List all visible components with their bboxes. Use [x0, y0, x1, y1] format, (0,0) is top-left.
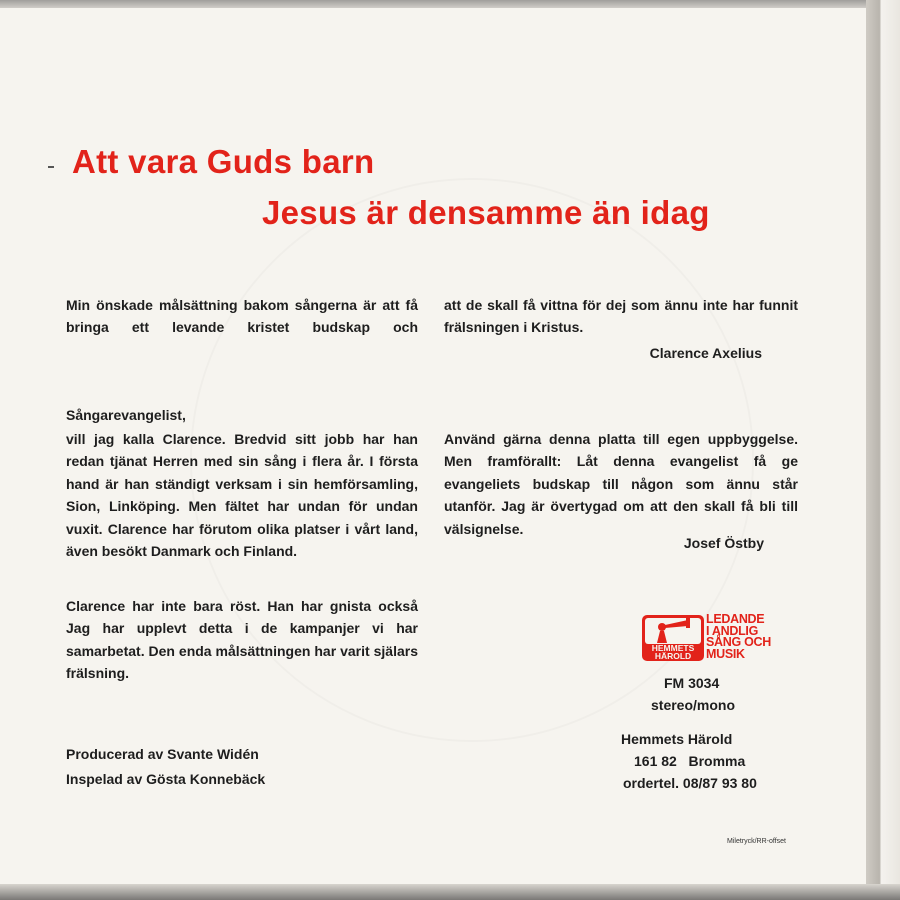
- logo-slogan-line: SÅNG OCH: [706, 635, 771, 649]
- audio-format: stereo/mono: [651, 697, 736, 713]
- publisher-address: 161 82 Bromma: [634, 753, 746, 769]
- publisher-name: Hemmets Härold: [621, 731, 733, 747]
- title-line-2: Jesus är densamme än idag: [262, 194, 710, 231]
- logo-slogan-line: I ANDLIG: [706, 623, 758, 638]
- bio-heading: Sångarevangelist,: [66, 407, 186, 423]
- producer-credit: Producerad av Svante Widén: [66, 746, 259, 762]
- herald-trumpet-icon: [640, 613, 706, 663]
- sleeve-right-edge: [866, 0, 900, 900]
- title-line-1: Att vara Guds barn: [72, 143, 375, 180]
- signature-josef: Josef Östby: [683, 535, 764, 551]
- logo-slogan: [706, 614, 771, 660]
- intro-paragraph: Min önskade målsättning bakom sångerna är att få bringa ett levande kristet budskap och: [66, 297, 418, 336]
- sleeve-bottom-edge: [0, 884, 900, 900]
- recommendation-paragraph: Använd gärna denna platta till egen uppbyggelse. Men framförallt: Låt denna evangelist få ge evangeliets budskap till någon som ännu står utanför. Jag är övertygad om att den skall få bli till välsignelse.: [444, 431, 798, 537]
- bio-paragraph: vill jag kalla Clarence. Bredvid sitt jobb har han redan tjänat Herren med sin sång i flera år. I första hand är han ständigt verksam i sin hemförsamling, Sion, Linköping. Men fältet har undan för undan vuxit. Clarence har förutom olika platser i vårt land, även besökt Danmark och Finland.: [66, 431, 418, 560]
- bio-paragraph-2: Clarence har inte bara röst. Han har gnista också Jag har upplevt detta i de kampanjer vi har samarbetat. Den enda målsättningen har varit själars frälsning.: [66, 598, 418, 682]
- logo-slogan-line: LEDANDE: [706, 612, 765, 626]
- printer-credit: Miletryck/RR-offset: [727, 838, 786, 845]
- catalog-number: FM 3034: [664, 675, 720, 691]
- logo-badge-line1: HEMMETS: [651, 643, 695, 653]
- credits: [66, 742, 265, 792]
- recording-credit: Inspelad av Gösta Konnebäck: [66, 771, 266, 787]
- logo-badge-line2: HÄROLD: [654, 651, 692, 661]
- logo-slogan-line: MUSIK: [706, 646, 745, 661]
- publisher-phone: ordertel. 08/87 93 80: [623, 775, 757, 791]
- continuation-paragraph: att de skall få vittna för dej som ännu inte har funnit frälsningen i Kristus.: [444, 297, 798, 336]
- print-mark: [48, 166, 54, 168]
- signature-clarence: Clarence Axelius: [649, 345, 762, 361]
